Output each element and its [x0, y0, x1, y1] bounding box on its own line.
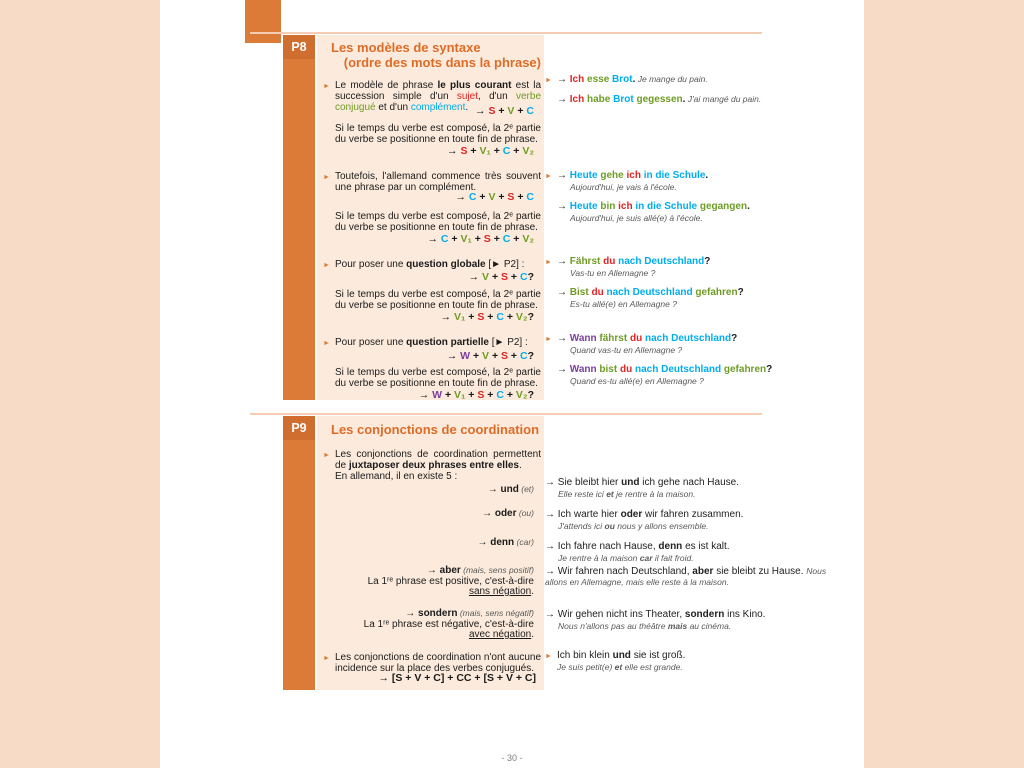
- p8-left-column: [317, 35, 544, 400]
- grammar-rule-block: [317, 289, 544, 311]
- bullet-triangle-icon: ►: [323, 174, 330, 181]
- grammar-rule-block: [317, 123, 544, 145]
- p8-title-line2: (ordre des mots dans la phrase): [343, 55, 541, 70]
- example-french-line: Je rentre à la maison car il fait froid.: [558, 553, 694, 563]
- marker-triangle-icon: ►: [545, 173, 552, 180]
- grammar-rule-block: [317, 171, 544, 193]
- syntax-formula: → W + V₁ + S + C + V₂?: [418, 389, 534, 401]
- example-german-line: → Heute gehe ich in die Schule.: [557, 170, 709, 181]
- example-item: [557, 287, 825, 309]
- marker-triangle-icon: ►: [545, 653, 552, 660]
- section-divider-rule: [250, 32, 762, 34]
- syntax-formula: → V₁ + S + C + V₂?: [440, 311, 534, 323]
- page-number: - 30 -: [501, 753, 523, 763]
- conjunction-entry: [317, 608, 544, 641]
- grammar-rule-text: Le modèle de phrase le plus courant est la succession simple d'un sujet, d'un verbe conjugué et d'un complément.: [335, 80, 542, 113]
- p8-example-group: [545, 170, 825, 232]
- example-french-line: J'attends ici ou nous y allons ensemble.: [558, 521, 709, 531]
- grammar-rule-text: Toutefois, l'allemand commence très souvent une phrase par un complément.: [335, 171, 541, 193]
- example-item: [557, 201, 825, 223]
- syntax-formula: → S + V + C: [475, 105, 534, 117]
- syntax-formula: → C + V₁ + S + C + V₂: [427, 233, 534, 245]
- bullet-triangle-icon: ►: [323, 340, 330, 347]
- example-item: [557, 256, 825, 278]
- example-german-line: Ich bin klein und sie ist groß.: [557, 650, 686, 661]
- example-german-line: → Ich habe Brot gegessen. J'ai mangé du pain.: [557, 94, 762, 105]
- conjunction-entry: [317, 565, 544, 598]
- p9-example: [545, 541, 827, 563]
- document-page: [160, 0, 864, 768]
- p9-example: [545, 509, 827, 531]
- p9-example: [545, 609, 827, 631]
- example-german-line: → Bist du nach Deutschland gefahren?: [557, 287, 744, 298]
- marker-triangle-icon: ►: [545, 336, 552, 343]
- p9-left-column: [317, 416, 544, 690]
- grammar-rule-text: Pour poser une question partielle [► P2] :: [335, 337, 528, 348]
- example-french-line: Quand es-tu allé(e) en Allemagne ?: [570, 376, 704, 386]
- grammar-rule-block: [317, 449, 544, 482]
- section-p8-label: P8: [283, 35, 315, 59]
- example-french-line: Je suis petit(e) et elle est grande.: [557, 662, 683, 672]
- example-german-line: → Sie bleibt hier und ich gehe nach Hause.: [545, 477, 739, 488]
- example-french-line: Nous n'allons pas au théâtre mais au cinéma.: [558, 621, 732, 631]
- p9-example: [545, 650, 827, 672]
- example-item: [557, 364, 825, 386]
- bullet-triangle-icon: ►: [323, 452, 330, 459]
- p8-example-group: [545, 333, 825, 395]
- syntax-formula: → S + V₁ + C + V₂: [447, 145, 534, 157]
- syntax-formula: → [S + V + C] + CC + [S + V + C]: [378, 672, 536, 684]
- conjunction-note: La 1ʳᵉ phrase est négative, c'est-à-dire: [363, 618, 534, 630]
- example-french-line: Es-tu allé(e) en Allemagne ?: [570, 299, 677, 309]
- p9-title: Les conjonctions de coordination: [331, 422, 540, 437]
- grammar-rule-text: Pour poser une question globale [► P2] :: [335, 259, 525, 270]
- grammar-rule-block: [317, 259, 544, 270]
- example-german-line: → Heute bin ich in die Schule gegangen.: [557, 201, 750, 212]
- syntax-formula: → C + V + S + C: [455, 191, 534, 203]
- grammar-rule-text: Si le temps du verbe est composé, la 2ᵉ partie du verbe se positionne en toute fin de phrase.: [335, 211, 541, 233]
- example-german-line: → Wann bist du nach Deutschland gefahren?: [557, 364, 773, 375]
- example-german-line: → Wir fahren nach Deutschland, aber sie bleibt zu Hause. Nous allons en Allemagne, mais elle reste à la maison.: [545, 566, 827, 587]
- conjunction-entry: → und (et): [487, 484, 534, 495]
- section-p8-spine: [283, 35, 315, 400]
- grammar-rule-block: [317, 367, 544, 389]
- conjunction-note-underlined: avec négation.: [468, 629, 534, 640]
- grammar-rule-text: Les conjonctions de coordination n'ont aucune incidence sur la place des verbes conjugués.: [335, 652, 541, 674]
- section-p9-label: P9: [283, 416, 315, 440]
- grammar-rule-block: [317, 211, 544, 233]
- p8-title-line1: Les modèles de syntaxe: [331, 40, 481, 55]
- grammar-rule-block: [317, 337, 544, 348]
- example-french-line: Aujourd'hui, je suis allé(e) à l'école.: [570, 213, 703, 223]
- example-german-line: → Fährst du nach Deutschland?: [557, 256, 711, 267]
- section-p9-spine: [283, 416, 315, 690]
- conjunction-entry: → oder (ou): [482, 508, 534, 519]
- syntax-formula: → W + V + S + C?: [446, 350, 534, 362]
- example-item: [557, 170, 825, 192]
- conjunction-note-underlined: sans négation.: [468, 586, 534, 597]
- example-item: [557, 74, 825, 85]
- example-german-line: → Ich esse Brot. Je mange du pain.: [557, 74, 708, 85]
- grammar-rule-block: [317, 652, 544, 674]
- conjunction-entry: → denn (car): [477, 537, 534, 548]
- example-french-line: Aujourd'hui, je vais à l'école.: [570, 182, 677, 192]
- conjunction-note: La 1ʳᵉ phrase est positive, c'est-à-dire: [367, 575, 534, 587]
- example-french-line: Elle reste ici et je rentre à la maison.: [558, 489, 696, 499]
- grammar-rule-text: Si le temps du verbe est composé, la 2ᵉ partie du verbe se positionne en toute fin de phrase.: [335, 123, 541, 145]
- example-item: [557, 94, 825, 105]
- bullet-triangle-icon: ►: [323, 655, 330, 662]
- page-top-tab: [245, 0, 281, 43]
- example-german-line: → Ich fahre nach Hause, denn es ist kalt.: [545, 541, 730, 552]
- conjunction-line: → aber (mais, sens positif): [426, 565, 534, 576]
- example-item: [557, 333, 825, 355]
- conjunction-line: → sondern (mais, sens négatif): [405, 608, 534, 619]
- bullet-triangle-icon: ►: [323, 262, 330, 269]
- syntax-formula: → V + S + C?: [468, 271, 534, 283]
- example-french-line: Quand vas-tu en Allemagne ?: [570, 345, 683, 355]
- p9-example: [545, 566, 827, 588]
- p8-example-group: [545, 256, 825, 318]
- example-french-line: Vas-tu en Allemagne ?: [570, 268, 656, 278]
- grammar-rule-text: Si le temps du verbe est composé, la 2ᵉ partie du verbe se positionne en toute fin de phrase.: [335, 289, 541, 311]
- section-divider-rule: [250, 413, 762, 415]
- example-german-line: → Wann fährst du nach Deutschland?: [557, 333, 738, 344]
- p9-example: [545, 477, 827, 499]
- bullet-triangle-icon: ►: [323, 83, 330, 90]
- p8-example-group: [545, 74, 825, 114]
- marker-triangle-icon: ►: [545, 259, 552, 266]
- grammar-rule-text: Les conjonctions de coordination permettent de juxtaposer deux phrases entre elles. En allemand, il en existe 5 :: [335, 449, 541, 482]
- grammar-rule-text: Si le temps du verbe est composé, la 2ᵉ partie du verbe se positionne en toute fin de phrase.: [335, 367, 541, 389]
- example-german-line: → Wir gehen nicht ins Theater, sondern ins Kino.: [545, 609, 766, 620]
- marker-triangle-icon: ►: [545, 77, 552, 84]
- example-german-line: → Ich warte hier oder wir fahren zusammen.: [545, 509, 744, 520]
